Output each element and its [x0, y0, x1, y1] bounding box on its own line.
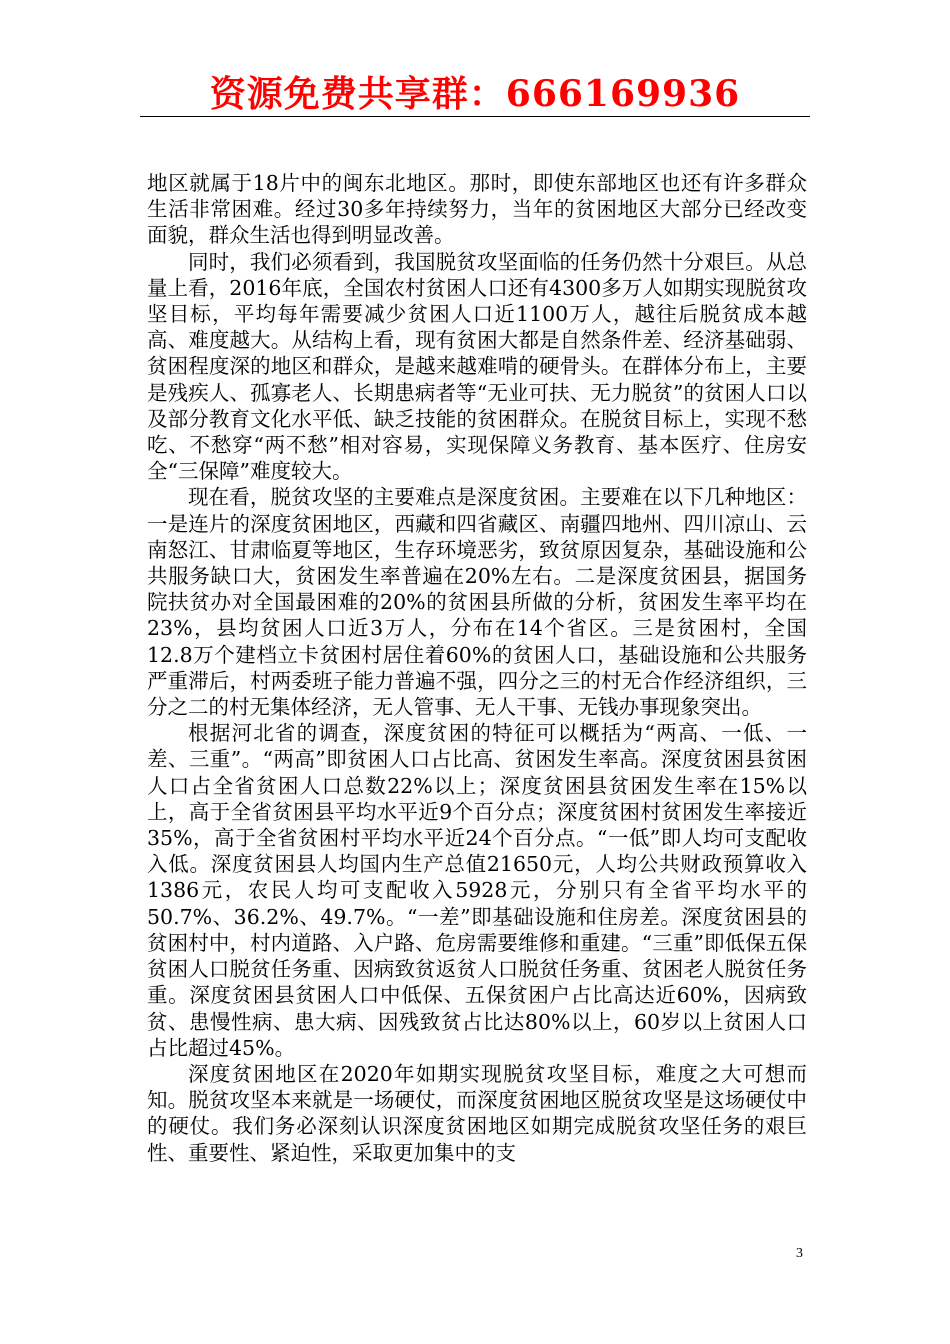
paragraph: 深度贫困地区在2020年如期实现脱贫攻坚目标，难度之大可想而知。脱贫攻坚本来就是一场硬仗，而深度贫困地区脱贫攻坚是这场硬仗中的硬仗。我们务必深刻认识深度贫困地区如期完成脱贫攻坚任务的艰巨性、重要性、紧迫性，采取更加集中的支: [147, 1061, 807, 1165]
body-text: [147, 170, 807, 1166]
paragraph: 同时，我们必须看到，我国脱贫攻坚面临的任务仍然十分艰巨。从总量上看，2016年底，全国农村贫困人口还有4300多万人如期实现脱贫攻坚目标，平均每年需要减少贫困人口近1100万人，越往后脱贫成本越高、难度越大。从结构上看，现有贫困大都是自然条件差、经济基础弱、贫困程度深的地区和群众，是越来越难啃的硬骨头。在群体分布上，主要是残疾人、孤寡老人、长期患病者等“无业可扶、无力脱贫”的贫困人口以及部分教育文化水平低、缺乏技能的贫困群众。在脱贫目标上，实现不愁吃、不愁穿“两不愁”相对容易，实现保障义务教育、基本医疗、住房安全“三保障”难度较大。: [147, 249, 807, 484]
paragraph: 现在看，脱贫攻坚的主要难点是深度贫困。主要难在以下几种地区：一是连片的深度贫困地区，西藏和四省藏区、南疆四地州、四川凉山、云南怒江、甘肃临夏等地区，生存环境恶劣，致贫原因复杂，基础设施和公共服务缺口大，贫困发生率普遍在20%左右。二是深度贫困县，据国务院扶贫办对全国最困难的20%的贫困县所做的分析，贫困发生率平均在23%，县均贫困人口近3万人，分布在14个省区。三是贫困村，全国12.8万个建档立卡贫困村居住着60%的贫困人口，基础设施和公共服务严重滞后，村两委班子能力普遍不强，四分之三的村无合作经济组织，三分之二的村无集体经济，无人管事、无人干事、无钱办事现象突出。: [147, 485, 807, 720]
header-divider: [140, 116, 810, 117]
page-number: 3: [796, 1246, 803, 1261]
header-title: 资源免费共享群：666169936: [209, 73, 741, 115]
paragraph: 地区就属于18片中的闽东北地区。那时，即使东部地区也还有许多群众生活非常困难。经过30多年持续努力，当年的贫困地区大部分已经改变面貌，群众生活也得到明显改善。: [147, 171, 807, 248]
paragraph: 根据河北省的调查，深度贫困的特征可以概括为“两高、一低、一差、三重”。“两高”即贫困人口占比高、贫困发生率高。深度贫困县贫困人口占全省贫困人口总数22%以上；深度贫困县贫困发生率在15%以上，高于全省贫困县平均水平近9个百分点；深度贫困村贫困发生率接近35%，高于全省贫困村平均水平近24个百分点。“一低”即人均可支配收入低。深度贫困县人均国内生产总值21650元，人均公共财政预算收入1386元，农民人均可支配收入5928元，分别只有全省平均水平的50.7%、36.2%、49.7%。“一差”即基础设施和住房差。深度贫困县的贫困村中，村内道路、入户路、危房需要维修和重建。“三重”即低保五保贫困人口脱贫任务重、因病致贫返贫人口脱贫任务重、贫困老人脱贫任务重。深度贫困县贫困人口中低保、五保贫困户占比高达近60%，因病致贫、患慢性病、患大病、因残致贫占比达80%以上，60岁以上贫困人口占比超过45%。: [147, 721, 807, 1060]
